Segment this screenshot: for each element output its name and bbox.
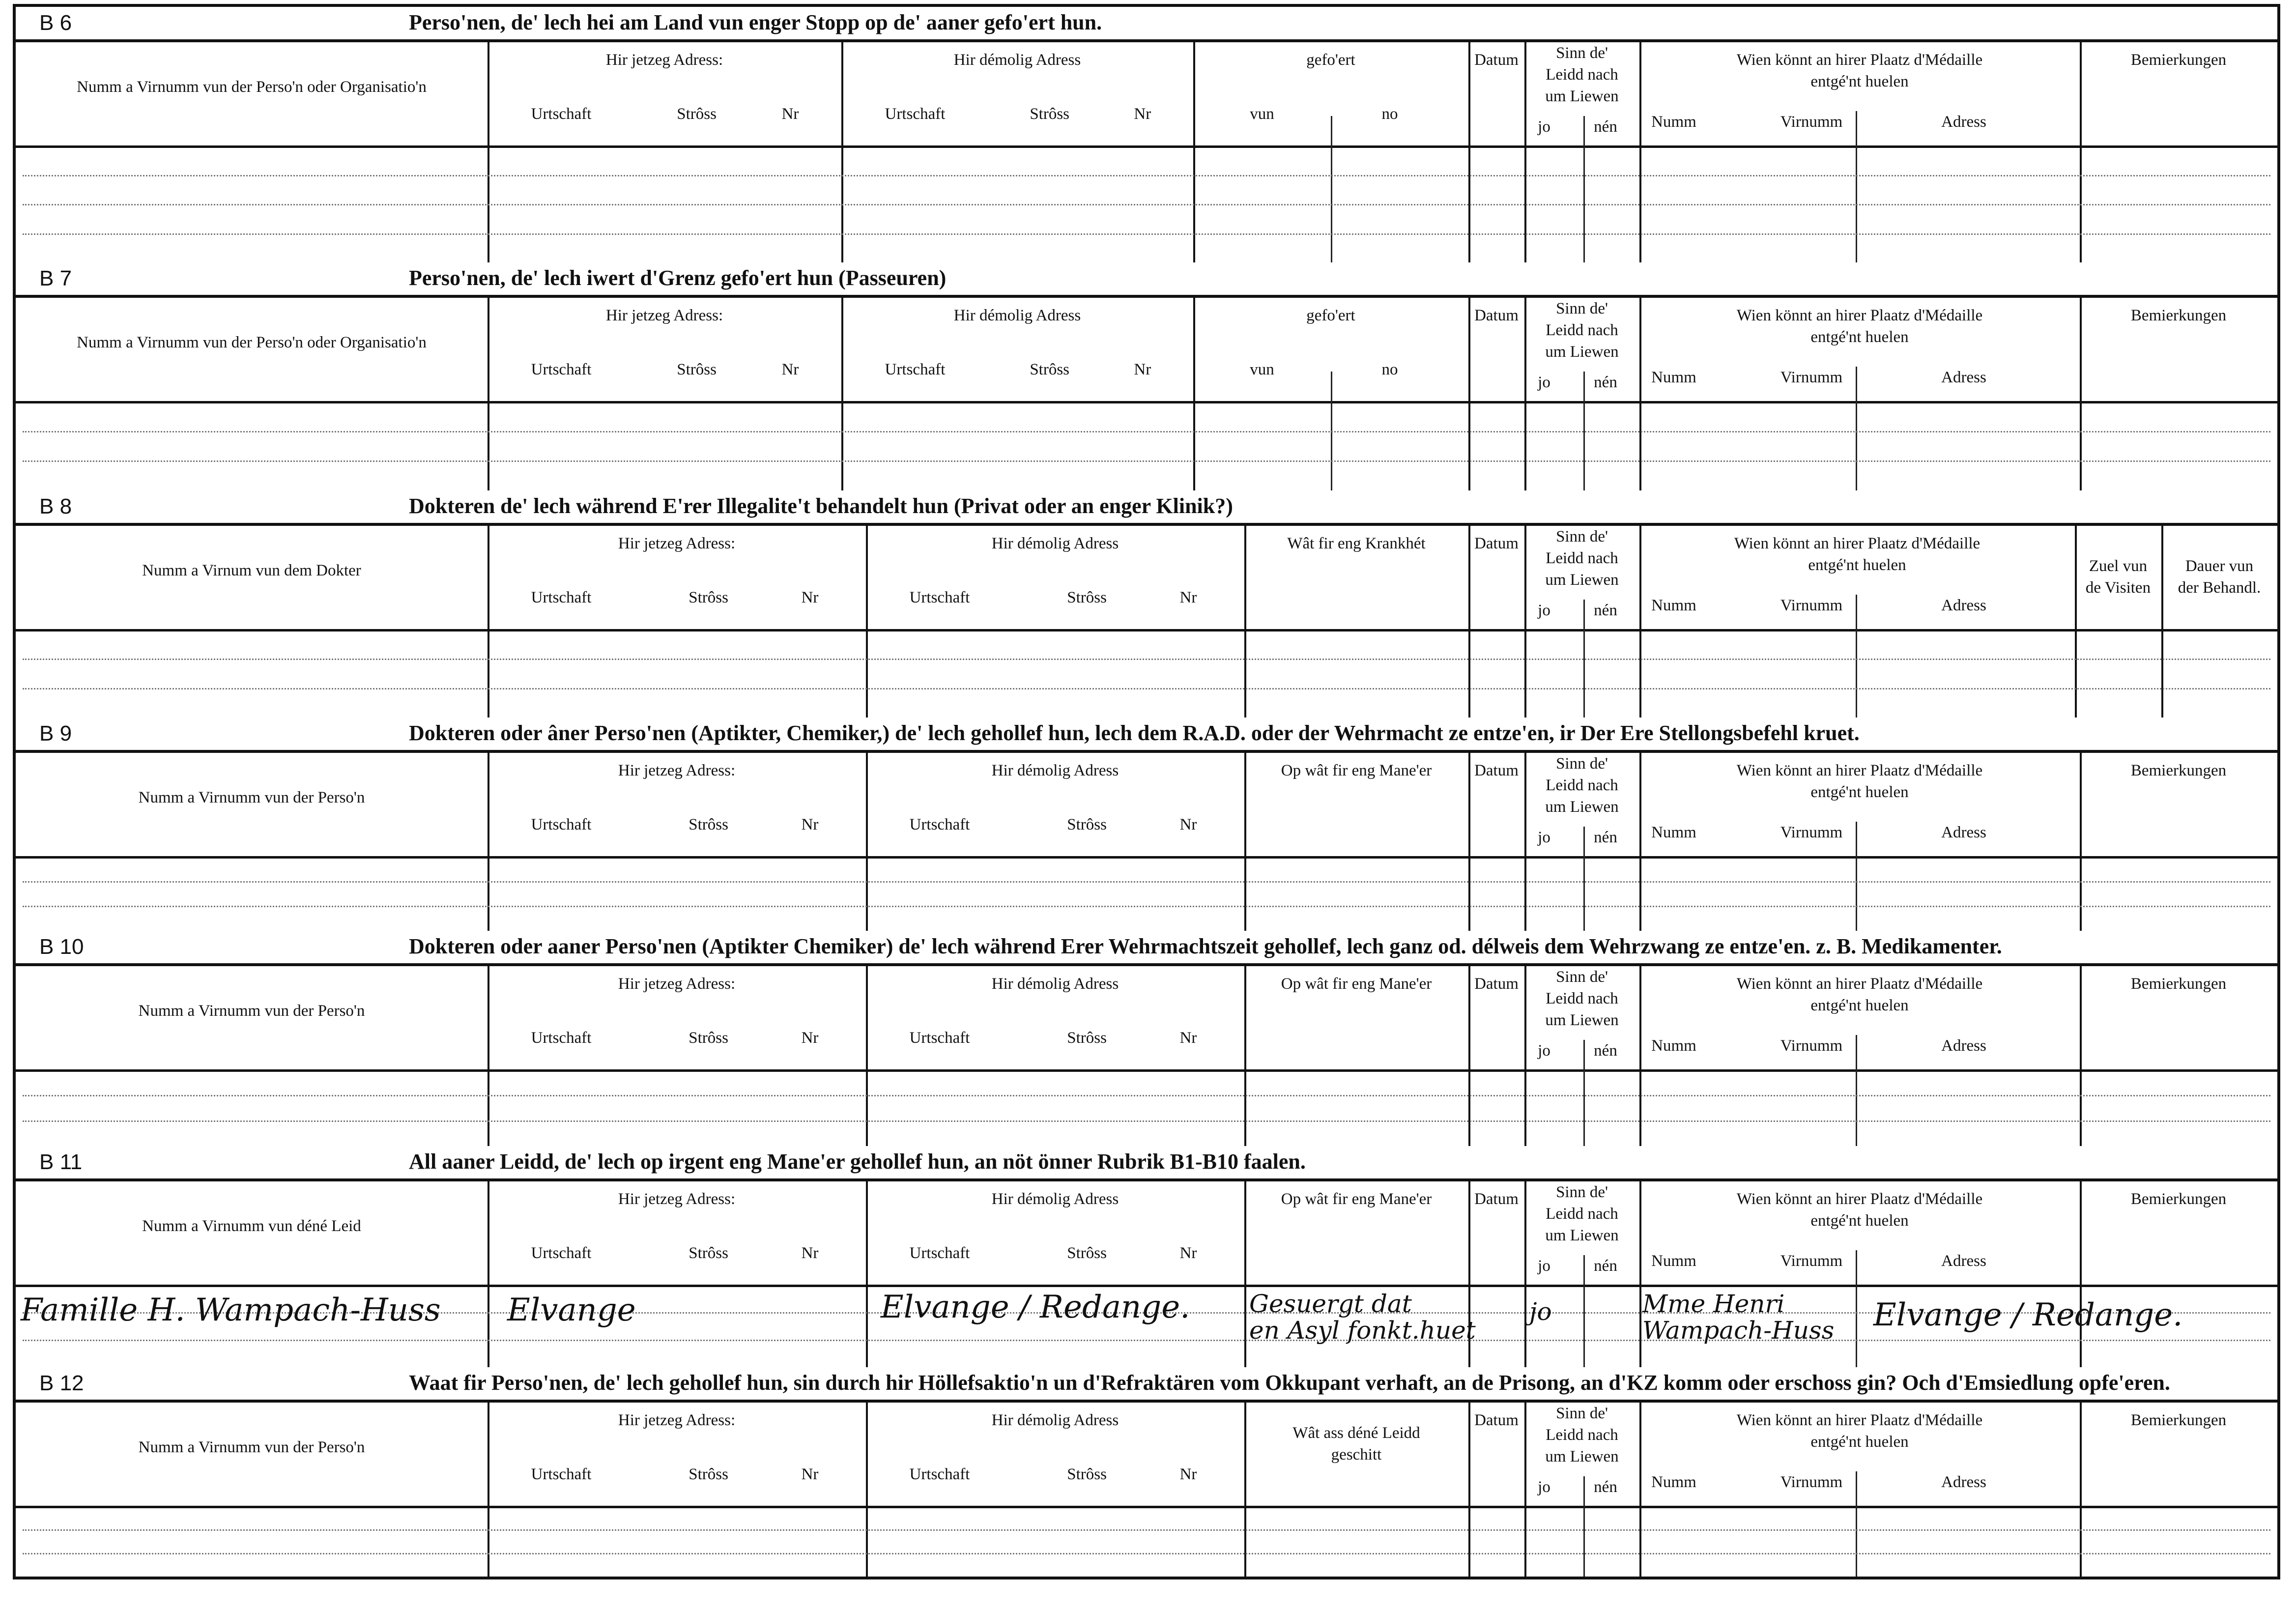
gefoert-no: no [1381,105,1398,123]
leidd-geschitt-header: Wât ass déné Leidd [1292,1424,1420,1442]
datum-header: Datum [1474,1411,1519,1429]
medal-header-1: Wien könnt an hirer Plaatz d'Médaille [1736,762,1983,779]
medal-virnumm: Virnumm [1780,824,1843,841]
former-urtschaft: Urtschaft [909,1029,970,1047]
medal-virnumm: Virnumm [1780,1473,1843,1491]
entry-line[interactable] [23,204,2270,205]
gefoert-header: gefo'ert [1306,51,1355,69]
datum-header: Datum [1474,1190,1519,1208]
current-nr: Nr [781,105,799,123]
section-heading: Dokteren oder âner Perso'nen (Aptikter, Chemiker,) de' lech gehollef hun, lech dem R.A.D. oder der Wehrmacht ze entze'en, ir Der Ere Stellongsbefehl kruet. [409,721,1860,745]
datum-header: Datum [1474,307,1519,324]
section-table [16,42,2277,262]
former-address-header: Hir démolig Adress [991,762,1119,779]
current-stross: Strôss [689,816,728,833]
header-row-border [16,145,2277,148]
header-row-border [16,401,2277,403]
medal-header-2: entgé'nt huelen [1810,73,1909,90]
medal-adress: Adress [1941,1252,1986,1270]
medal-adress: Adress [1941,369,1986,386]
former-urtschaft: Urtschaft [885,105,946,123]
bemierkungen-header: Bemierkungen [2130,762,2227,779]
former-nr: Nr [1179,589,1197,606]
current-address-header: Hir jetzeg Adress: [618,762,736,779]
alive-nen: nén [1594,1042,1617,1060]
name-column-header: Numm a Virnumm vun der Perso'n oder Organisatio'n [77,78,427,96]
current-urtschaft: Urtschaft [531,816,592,833]
alive-nen: nén [1594,1478,1617,1496]
subcolumn-divider [1856,1471,1857,1577]
header-row-border [16,856,2277,859]
former-nr: Nr [1134,361,1151,378]
alive-jo: jo [1538,1042,1550,1060]
gefoert-vun: vun [1250,361,1274,378]
bemierkungen-header: Bemierkungen [2130,1411,2227,1429]
datum-header: Datum [1474,975,1519,993]
entry-line[interactable] [23,881,2270,883]
former-address-header: Hir démolig Adress [991,535,1119,552]
current-urtschaft: Urtschaft [531,589,592,606]
former-stross: Strôss [1067,589,1107,606]
medal-header-2: entgé'nt huelen [1810,783,1909,801]
former-stross: Strôss [1030,105,1070,123]
alive-header-2: Leidd nach [1546,1426,1618,1444]
former-stross: Strôss [1067,1244,1107,1262]
alive-header-1: Sinn de' [1556,1405,1608,1422]
former-urtschaft: Urtschaft [909,589,970,606]
medal-numm: Numm [1651,1252,1696,1270]
section-id: B 11 [39,1150,83,1174]
alive-header-1: Sinn de' [1556,300,1608,317]
former-address-header: Hir démolig Adress [991,1190,1119,1208]
entry-line[interactable] [23,233,2270,235]
alive-jo: jo [1538,1257,1550,1275]
entry-line[interactable] [23,906,2270,907]
section-b6 [16,7,2277,262]
medal-header-1: Wien könnt an hirer Plaatz d'Médaille [1736,975,1983,993]
medal-header-2: entgé'nt huelen [1810,997,1909,1014]
alive-nen: nén [1594,829,1617,846]
alive-header-2: Leidd nach [1546,321,1618,339]
der-behandl: der Behandl. [2178,579,2261,597]
subcolumn-divider [1583,1476,1585,1577]
current-address-header: Hir jetzeg Adress: [618,975,736,993]
medal-adress: Adress [1941,824,1986,841]
section-heading: Dokteren de' lech während E'rer Illegalite't behandelt hun (Privat oder an enger Klinik?) [409,494,1233,518]
name-column-header: Numm a Virnum vun dem Dokter [142,562,361,579]
medal-virnumm: Virnumm [1780,597,1843,614]
entry-line[interactable] [23,460,2270,462]
current-nr: Nr [801,589,819,606]
section-heading: Dokteren oder aaner Perso'nen (Aptikter Chemiker) de' lech während Erer Wehrmachtszeit gehollef, lech ganz od. délweis dem Wehrzwang ze entze'en. z. B. Medikamenter. [409,934,2002,958]
entry-line[interactable] [23,1120,2270,1122]
entry-line[interactable] [23,659,2270,660]
section-b8 [16,490,2277,717]
subcolumn-divider [1856,1250,1857,1367]
section-b10 [16,931,2277,1146]
medal-header-1: Wien könnt an hirer Plaatz d'Médaille [1736,51,1983,69]
column-divider [2080,42,2082,262]
section-title-bar [16,490,2277,526]
column-divider [1468,42,1470,262]
datum-header: Datum [1474,762,1519,779]
name-column-header: Numm a Virnumm vun der Perso'n oder Organisatio'n [77,334,427,351]
header-row-border [16,1506,2277,1508]
alive-header-2: Leidd nach [1546,990,1618,1007]
medal-numm: Numm [1651,369,1696,386]
medal-numm: Numm [1651,1473,1696,1491]
name-column-header: Numm a Virnumm vun déné Leid [142,1217,361,1235]
alive-jo: jo [1538,373,1550,391]
header-row-border [16,629,2277,631]
medal-virnumm: Virnumm [1780,1252,1843,1270]
section-id: B 9 [39,721,72,746]
b11-former-address[interactable]: Elvange / Redange. [881,1289,1190,1325]
datum-header: Datum [1474,535,1519,552]
medal-header-1: Wien könnt an hirer Plaatz d'Médaille [1734,535,1980,552]
bemierkungen-header: Bemierkungen [2130,975,2227,993]
zuel-vun: Zuel vun [2089,557,2148,575]
entry-line[interactable] [23,1529,2270,1531]
b11-name[interactable]: Famille H. Wampach-Huss [21,1292,441,1328]
medal-adress: Adress [1941,113,1986,131]
alive-jo: jo [1538,1478,1550,1496]
current-stross: Strôss [677,105,717,123]
alive-nen: nén [1594,1257,1617,1275]
b11-medal-address[interactable]: Elvange / Redange. [1873,1297,2183,1333]
medal-adress: Adress [1941,1473,1986,1491]
alive-nen: nén [1594,373,1617,391]
b11-medal-firstname[interactable]: Wampach-Huss [1642,1316,1835,1345]
section-title-bar [16,7,2277,42]
subcolumn-divider [1583,1040,1585,1146]
header-row-border [16,1285,2277,1287]
medal-header-1: Wien könnt an hirer Plaatz d'Médaille [1736,1411,1983,1429]
alive-header-3: um Liewen [1545,571,1619,589]
section-id: B 10 [39,935,84,959]
section-id: B 12 [39,1371,84,1395]
medal-numm: Numm [1651,824,1696,841]
section-table [16,1181,2277,1367]
former-nr: Nr [1179,816,1197,833]
entry-line[interactable] [23,1340,2270,1341]
alive-jo: jo [1538,118,1550,136]
current-stross: Strôss [689,1029,728,1047]
medal-numm: Numm [1651,1037,1696,1055]
former-address-header: Hir démolig Adress [953,51,1081,69]
subcolumn-divider [1856,367,1857,490]
bemierkungen-header: Bemierkungen [2130,51,2227,69]
former-nr: Nr [1134,105,1151,123]
manner-header: Op wât fir eng Mane'er [1281,1190,1432,1208]
medal-adress: Adress [1941,1037,1986,1055]
entry-line[interactable] [23,1095,2270,1096]
gefoert-header: gefo'ert [1306,307,1355,324]
former-nr: Nr [1179,1029,1197,1047]
medal-virnumm: Virnumm [1780,369,1843,386]
section-table [16,298,2277,490]
b11-manner-line2[interactable]: en Asyl fonkt.huet [1249,1316,1476,1345]
subcolumn-divider [1583,1255,1585,1367]
de-visiten: de Visiten [2085,579,2151,597]
entry-line[interactable] [23,1553,2270,1554]
alive-jo: jo [1538,602,1550,619]
manner-header: Op wât fir eng Mane'er [1281,975,1432,993]
medal-header-2: entgé'nt huelen [1810,1433,1909,1451]
subcolumn-divider [1856,111,1857,262]
current-nr: Nr [801,1465,819,1483]
section-b7 [16,262,2277,490]
current-urtschaft: Urtschaft [531,1244,592,1262]
name-column-header: Numm a Virnumm vun der Perso'n [138,1438,365,1456]
former-stross: Strôss [1067,1465,1107,1483]
former-nr: Nr [1179,1465,1197,1483]
dauer-vun: Dauer vun [2185,557,2254,575]
former-address-header: Hir démolig Adress [991,1411,1119,1429]
alive-header-1: Sinn de' [1556,44,1608,62]
section-heading: Perso'nen, de' lech hei am Land vun enger Stopp op de' aaner gefo'ert hun. [409,10,1102,34]
section-heading: All aaner Leidd, de' lech op irgent eng Mane'er gehollef hun, an nöt önner Rubrik B1-B10 faalen. [409,1149,1306,1174]
alive-header-2: Leidd nach [1546,66,1618,84]
gefoert-no: no [1381,361,1398,378]
alive-nen: nén [1594,602,1617,619]
section-id: B 8 [39,494,72,518]
b11-medal-name[interactable]: Mme Henri [1642,1290,1785,1318]
current-address-header: Hir jetzeg Adress: [618,1411,736,1429]
column-divider [841,42,843,262]
gefoert-vun: vun [1250,105,1274,123]
former-stross: Strôss [1030,361,1070,378]
alive-header-2: Leidd nach [1546,549,1618,567]
name-column-header: Numm a Virnumm vun der Perso'n [138,1002,365,1020]
current-stross: Strôss [689,1244,728,1262]
former-urtschaft: Urtschaft [909,816,970,833]
current-nr: Nr [801,1029,819,1047]
current-stross: Strôss [689,589,728,606]
section-title-bar [16,931,2277,966]
medal-header-2: entgé'nt huelen [1810,328,1909,346]
former-urtschaft: Urtschaft [909,1244,970,1262]
medal-header-2: entgé'nt huelen [1808,556,1906,574]
alive-header-2: Leidd nach [1546,776,1618,794]
entry-line[interactable] [23,688,2270,689]
section-id: B 7 [39,266,72,290]
section-b9 [16,717,2277,931]
entry-line[interactable] [23,431,2270,432]
section-b12 [16,1367,2277,1577]
section-table [16,966,2277,1146]
entry-line[interactable] [23,175,2270,176]
former-address-header: Hir démolig Adress [991,975,1119,993]
bemierkungen-header: Bemierkungen [2130,1190,2227,1208]
medal-virnumm: Virnumm [1780,1037,1843,1055]
current-address-header: Hir jetzeg Adress: [618,1190,736,1208]
current-nr: Nr [801,816,819,833]
alive-header-1: Sinn de' [1556,968,1608,986]
alive-nen: nén [1594,118,1617,136]
datum-header: Datum [1474,51,1519,69]
section-table [16,1403,2277,1577]
header-row-border [16,1069,2277,1072]
subcolumn-divider [1331,116,1332,262]
medal-adress: Adress [1941,597,1986,614]
section-title-bar [16,717,2277,753]
medal-header-1: Wien könnt an hirer Plaatz d'Médaille [1736,1190,1983,1208]
name-column-header: Numm a Virnumm vun der Perso'n [138,789,365,806]
section-title-bar [16,1146,2277,1181]
alive-header-3: um Liewen [1545,343,1619,361]
current-address-header: Hir jetzeg Adress: [605,307,723,324]
current-nr: Nr [801,1244,819,1262]
section-heading: Waat fir Perso'nen, de' lech gehollef hun, sin durch hir Höllefsaktio'n un d'Refraktären vom Okkupant verhaft, an de Prisong, an d'KZ komm oder erschoss gin? Och d'Emsiedlung opfe'eren. [409,1371,2170,1395]
alive-jo: jo [1538,829,1550,846]
questionnaire-form [13,4,2280,1579]
former-address-header: Hir démolig Adress [953,307,1081,324]
former-urtschaft: Urtschaft [909,1465,970,1483]
section-table [16,526,2277,717]
column-divider [1193,42,1195,262]
current-address-header: Hir jetzeg Adress: [605,51,723,69]
manner-header: Op wât fir eng Mane'er [1281,762,1432,779]
alive-header-3: um Liewen [1545,1227,1619,1244]
b11-alive-jo[interactable]: jo [1529,1297,1552,1326]
medal-numm: Numm [1651,597,1696,614]
former-urtschaft: Urtschaft [885,361,946,378]
leidd-geschitt-header-2: geschitt [1331,1446,1382,1464]
section-table [16,753,2277,931]
subcolumn-divider [1856,822,1857,931]
current-nr: Nr [781,361,799,378]
section-heading: Perso'nen, de' lech iwert d'Grenz gefo'ert hun (Passeuren) [409,266,947,290]
current-urtschaft: Urtschaft [531,1465,592,1483]
subcolumn-divider [1583,116,1585,262]
current-urtschaft: Urtschaft [531,361,592,378]
current-address-header: Hir jetzeg Adress: [618,535,736,552]
alive-header-3: um Liewen [1545,1448,1619,1465]
section-title-bar [16,262,2277,298]
medal-header-1: Wien könnt an hirer Plaatz d'Médaille [1736,307,1983,324]
alive-header-1: Sinn de' [1556,1183,1608,1201]
section-id: B 6 [39,11,72,35]
subcolumn-divider [1583,827,1585,931]
column-divider [488,42,489,262]
medal-header-2: entgé'nt huelen [1810,1212,1909,1230]
alive-header-1: Sinn de' [1556,755,1608,773]
former-stross: Strôss [1067,1029,1107,1047]
former-nr: Nr [1179,1244,1197,1262]
alive-header-3: um Liewen [1545,1011,1619,1029]
bemierkungen-header: Bemierkungen [2130,307,2227,324]
subcolumn-divider [1856,595,1857,717]
former-stross: Strôss [1067,816,1107,833]
medal-numm: Numm [1651,113,1696,131]
b11-manner-line1[interactable]: Gesuergt dat [1249,1290,1412,1318]
current-urtschaft: Urtschaft [531,1029,592,1047]
medal-virnumm: Virnumm [1780,113,1843,131]
section-title-bar [16,1367,2277,1403]
alive-header-3: um Liewen [1545,798,1619,816]
subcolumn-divider [1856,1035,1857,1146]
b11-current-town[interactable]: Elvange [507,1292,636,1328]
alive-header-1: Sinn de' [1556,528,1608,545]
section-b11 [16,1146,2277,1367]
alive-header-3: um Liewen [1545,87,1619,105]
current-stross: Strôss [689,1465,728,1483]
current-stross: Strôss [677,361,717,378]
krankhet-header: Wât fir eng Krankhét [1287,535,1426,552]
current-urtschaft: Urtschaft [531,105,592,123]
alive-header-2: Leidd nach [1546,1205,1618,1223]
